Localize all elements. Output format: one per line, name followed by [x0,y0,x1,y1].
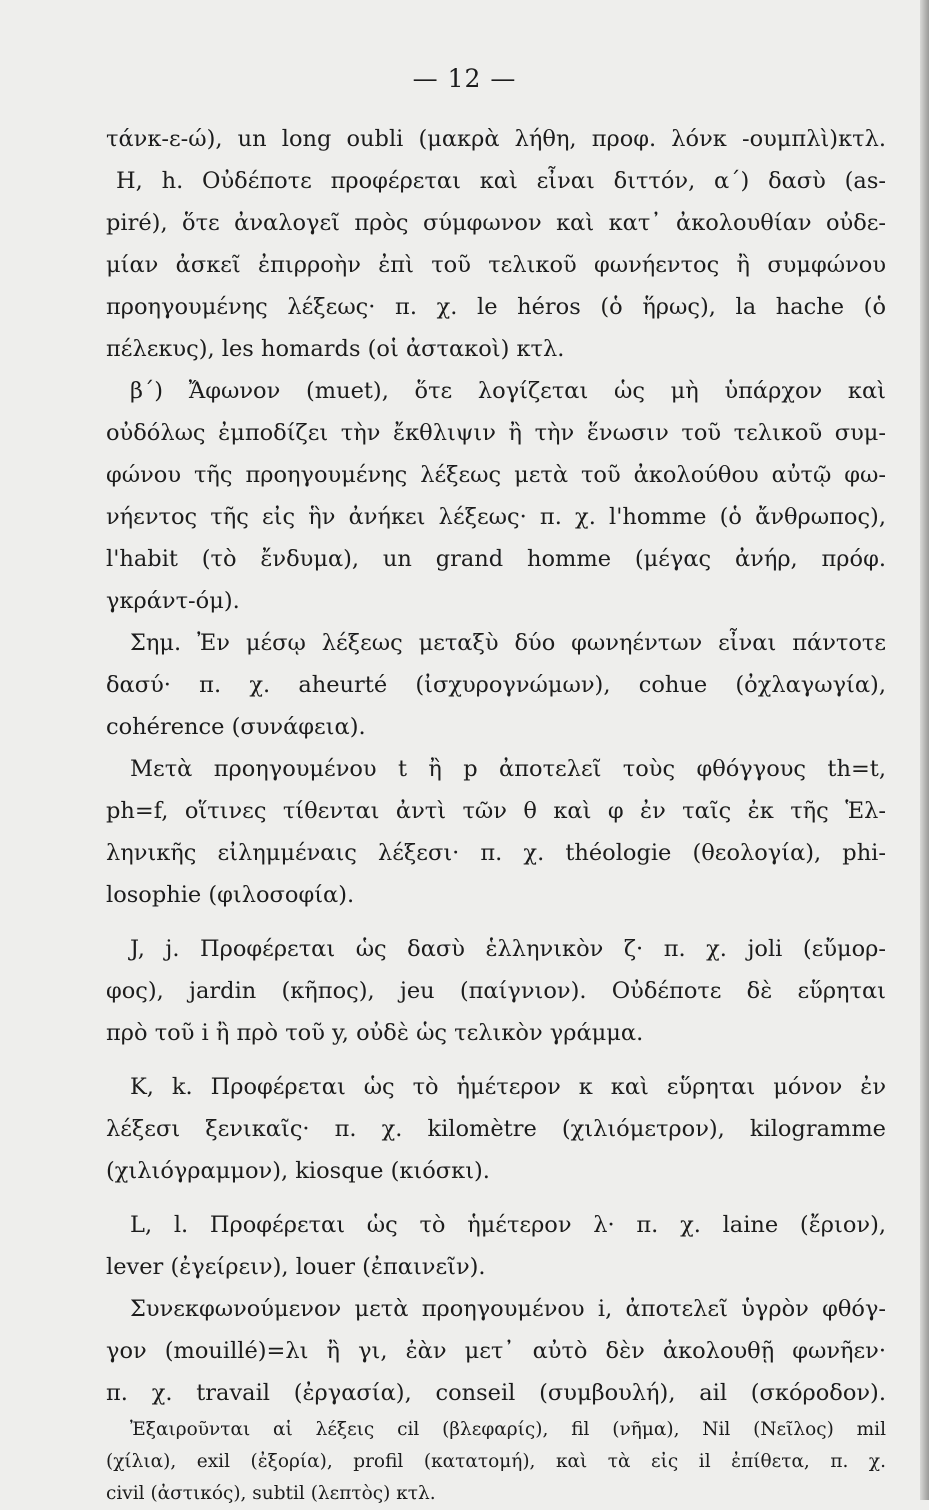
text-line: μίαν ἀσκεῖ ἐπιρροὴν ἐπὶ τοῦ τελικοῦ φωνήεντος ἢ συμφώνου [106,252,886,278]
note-line: Σημ. Ἐν μέσῳ λέξεως μεταξὺ δύο φωνηέντων εἶναι πάντοτε [130,630,886,656]
text-line: γον (mouillé)=λι ἢ γι, ἐὰν μετ᾽ αὐτὸ δὲν ἀκολουθῇ φωνῆεν· [106,1338,886,1364]
paragraph-j-heading-line: J, j. Προφέρεται ὡς δασὺ ἑλληνικὸν ζ· π. χ. joli (εὔμορ- [130,936,886,962]
spacer [106,1192,886,1204]
page-edge-shadow [920,0,929,1500]
text-line: ληνικῆς εἰλημμέναις λέξεσι· π. χ. théologie (θεολογία), phi- [106,840,886,866]
text-line: Μετὰ προηγουμένου t ἢ p ἀποτελεῖ τοὺς φθόγγους th=t, [130,756,886,782]
spacer [106,1054,886,1066]
text-line: lever (ἐγείρειν), louer (ἐπαινεῖν). [106,1254,486,1280]
paragraph-k-heading-line: K, k. Προφέρεται ὡς τὸ ἡμέτερον κ καὶ εὕρηται μόνον ἐν [130,1074,886,1100]
page-number: — 12 — [412,64,517,93]
text-line: φώνου τῆς προηγουμένης λέξεως μετὰ τοῦ ἀκολούθου αὐτῷ φω- [106,462,886,488]
text-line: (χιλιόγραμμον), kiosque (κιόσκι). [106,1158,490,1184]
paragraph-h-heading-line: H, h. Οὐδέποτε προφέρεται καὶ εἶναι διττόν, α΄) δασὺ (as- [116,168,886,194]
text-line: πρὸ τοῦ i ἢ πρὸ τοῦ y, οὐδὲ ὡς τελικὸν γράμμα. [106,1020,644,1046]
text-line: πέλεκυς), les homards (οἱ ἀστακοὶ) κτλ. [106,336,565,362]
text-line: δασύ· π. χ. aheurté (ἰσχυρογνώμων), cohue (ὀχλαγωγία), [106,672,886,698]
text-line: ph=f, οἵτινες τίθενται ἀντὶ τῶν θ καὶ φ ἐν ταῖς ἐκ τῆς Ἑλ- [106,798,886,824]
text-line: losophie (φιλοσοφία). [106,882,355,908]
text-line: l'habit (τὸ ἔνδυμα), un grand homme (μέγας ἀνήρ, πρόφ. [106,546,886,572]
paragraph-l-heading-line: L, l. Προφέρεται ὡς τὸ ἡμέτερον λ· π. χ. laine (ἔριον), [130,1212,886,1238]
text-line: piré), ὅτε ἀναλογεῖ πρὸς σύμφωνον καὶ κατ᾽ ἀκολουθίαν οὐδε- [106,210,886,236]
text-line: προηγουμένης λέξεως· π. χ. le héros (ὁ ἥρως), la hache (ὁ [106,294,886,320]
small-text-line: Ἐξαιροῦνται αἱ λέξεις cil (βλεφαρίς), fil (νῆμα), Nil (Νεῖλος) mil [130,1419,886,1440]
text-line: τάνκ-ε-ώ), un long oubli (μακρὰ λήθη, προφ. λόνκ -ουμπλὶ)κτλ. [106,126,886,152]
text-line: π. χ. travail (ἐργασία), conseil (συμβουλή), ail (σκόροδον). [106,1380,886,1406]
text-line: νήεντος τῆς εἰς ἣν ἀνήκει λέξεως· π. χ. l'homme (ὁ ἄνθρωπος), [106,504,886,530]
text-line: γκράντ-όμ). [106,588,240,614]
small-text-line: (χίλια), exil (ἐξορία), profil (κατατομή), καὶ τὰ εἰς il ἐπίθετα, π. χ. [106,1451,886,1472]
text-line: φος), jardin (κῆπος), jeu (παίγνιον). Οὐδέποτε δὲ εὕρηται [106,978,886,1004]
spacer [106,916,886,928]
page-text [106,118,886,1510]
text-line: Συνεκφωνούμενον μετὰ προηγουμένου i, ἀποτελεῖ ὑγρὸν φθόγ- [130,1296,886,1322]
small-text-line: civil (ἀστικός), subtil (λεπτὸς) κτλ. [106,1483,436,1504]
text-line: λέξεσι ξενικαῖς· π. χ. kilomètre (χιλιόμετρον), kilogramme [106,1116,886,1142]
exceptions-note [106,1414,886,1510]
text-line: β΄) Ἄφωνον (muet), ὅτε λογίζεται ὡς μὴ ὑπάρχον καὶ [130,378,886,404]
text-line: οὐδόλως ἐμποδίζει τὴν ἔκθλιψιν ἢ τὴν ἕνωσιν τοῦ τελικοῦ συμ- [106,420,886,446]
text-line: cohérence (συνάφεια). [106,714,366,740]
